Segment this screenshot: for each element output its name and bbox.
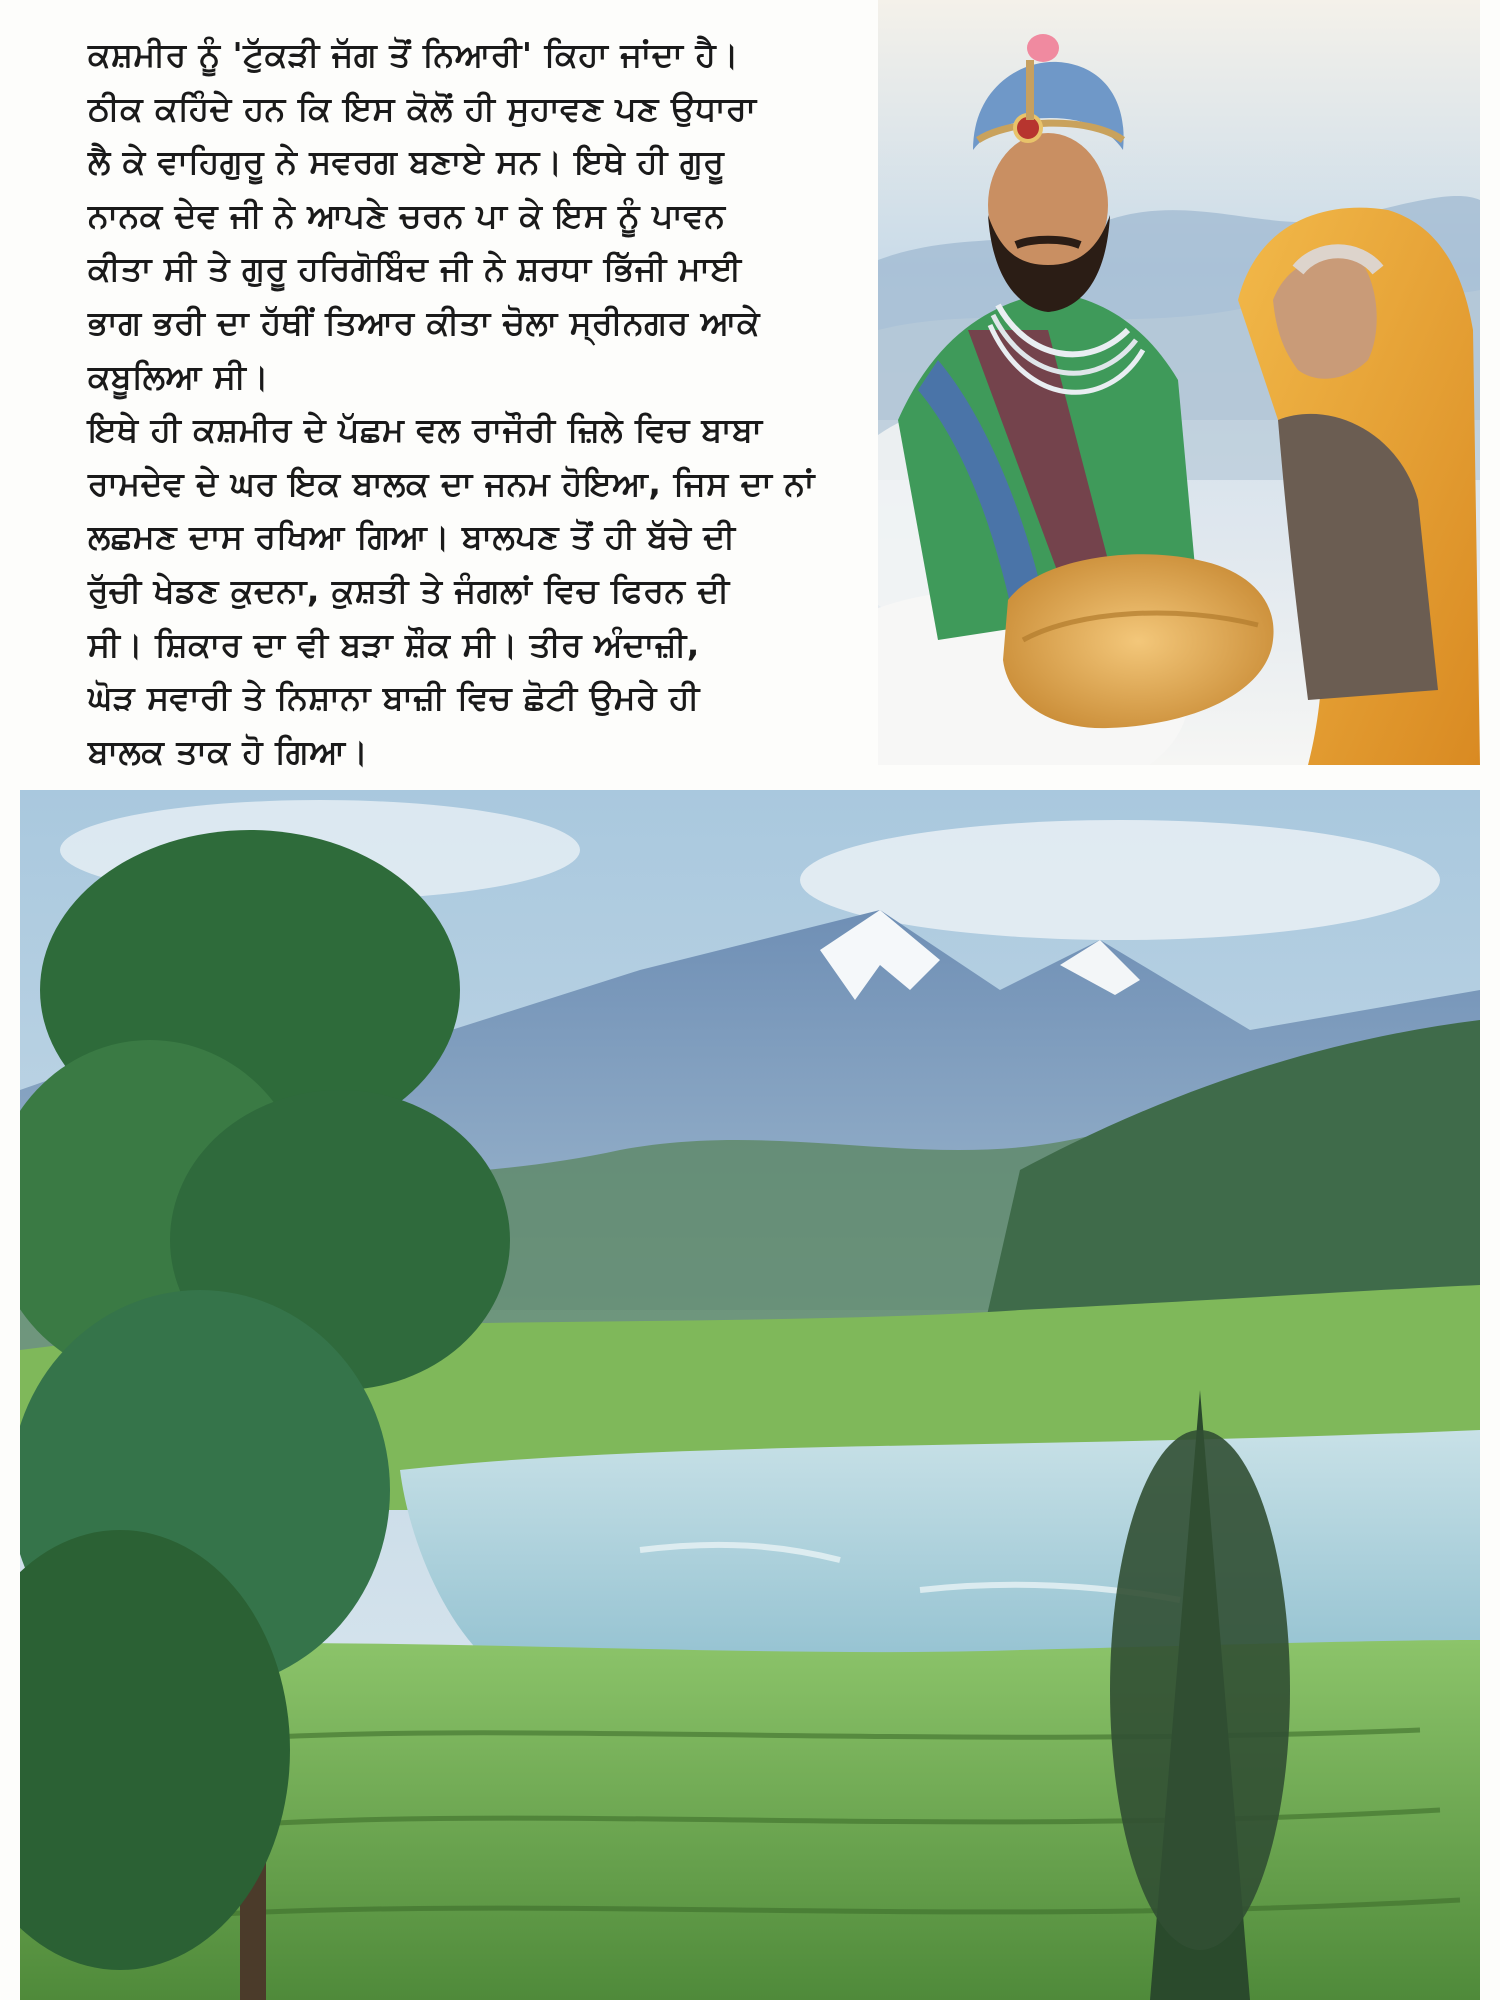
story-line: ਕਬੂਲਿਆ ਸੀ। bbox=[88, 356, 270, 396]
story-line: ਕੀਤਾ ਸੀ ਤੇ ਗੁਰੂ ਹਰਿਗੋਬਿੰਦ ਜੀ ਨੇ ਸ਼ਰਧਾ ਭਿੱਜੀ ਮਾਈ bbox=[88, 249, 742, 289]
story-text bbox=[88, 28, 828, 771]
story-line: ਘੋੜ ਸਵਾਰੀ ਤੇ ਨਿਸ਼ਾਨਾ ਬਾਜ਼ੀ ਵਿਚ ਛੋਟੀ ਉਮਰੇ ਹੀ bbox=[88, 678, 700, 718]
story-line: ਸੀ। ਸ਼ਿਕਾਰ ਦਾ ਵੀ ਬੜਾ ਸ਼ੌਕ ਸੀ। ਤੀਰ ਅੰਦਾਜ਼ੀ, bbox=[88, 624, 700, 664]
story-line: ਕਸ਼ਮੀਰ ਨੂੰ 'ਟੁੱਕੜੀ ਜੱਗ ਤੋਂ ਨਿਆਰੀ' ਕਿਹਾ ਜਾਂਦਾ ਹੈ। bbox=[88, 35, 739, 74]
story-line: ਲਛਮਣ ਦਾਸ ਰਖਿਆ ਗਿਆ। ਬਾਲਪਣ ਤੋਂ ਹੀ ਬੱਚੇ ਦੀ bbox=[88, 517, 736, 557]
story-line: ਭਾਗ ਭਰੀ ਦਾ ਹੱਥੀਂ ਤਿਆਰ ਕੀਤਾ ਚੋਲਾ ਸ੍ਰੀਨਗਰ ਆਕੇ bbox=[88, 302, 760, 342]
story-line: ਰਾਮਦੇਵ ਦੇ ਘਰ ਇਕ ਬਾਲਕ ਦਾ ਜਨਮ ਹੋਇਆ, ਜਿਸ ਦਾ ਨਾਂ bbox=[88, 463, 815, 503]
story-line: ਬਾਲਕ ਤਾਕ ਹੋ ਗਿਆ। bbox=[88, 731, 369, 771]
story-line: ਠੀਕ ਕਹਿੰਦੇ ਹਨ ਕਿ ਇਸ ਕੋਲੋਂ ਹੀ ਸੁਹਾਵਣ ਪਣ ਉਧਾਰਾ bbox=[88, 88, 757, 128]
kashmir-landscape-illustration bbox=[20, 790, 1480, 2000]
story-line: ਰੁੱਚੀ ਖੇਡਣ ਕੁਦਨਾ, ਕੁਸ਼ਤੀ ਤੇ ਜੰਗਲਾਂ ਵਿਚ ਫਿਰਨ ਦੀ bbox=[88, 570, 730, 610]
portrait-illustration bbox=[878, 0, 1480, 765]
story-line: ਲੈ ਕੇ ਵਾਹਿਗੁਰੂ ਨੇ ਸਵਰਗ ਬਣਾਏ ਸਨ। ਇਥੇ ਹੀ ਗੁਰੂ bbox=[88, 142, 725, 182]
story-line: ਇਥੇ ਹੀ ਕਸ਼ਮੀਰ ਦੇ ਪੱਛਮ ਵਲ ਰਾਜੌਰੀ ਜ਼ਿਲੇ ਵਿਚ ਬਾਬਾ bbox=[88, 410, 763, 450]
story-line: ਨਾਨਕ ਦੇਵ ਜੀ ਨੇ ਆਪਣੇ ਚਰਨ ਪਾ ਕੇ ਇਸ ਨੂੰ ਪਾਵਨ bbox=[88, 195, 726, 235]
